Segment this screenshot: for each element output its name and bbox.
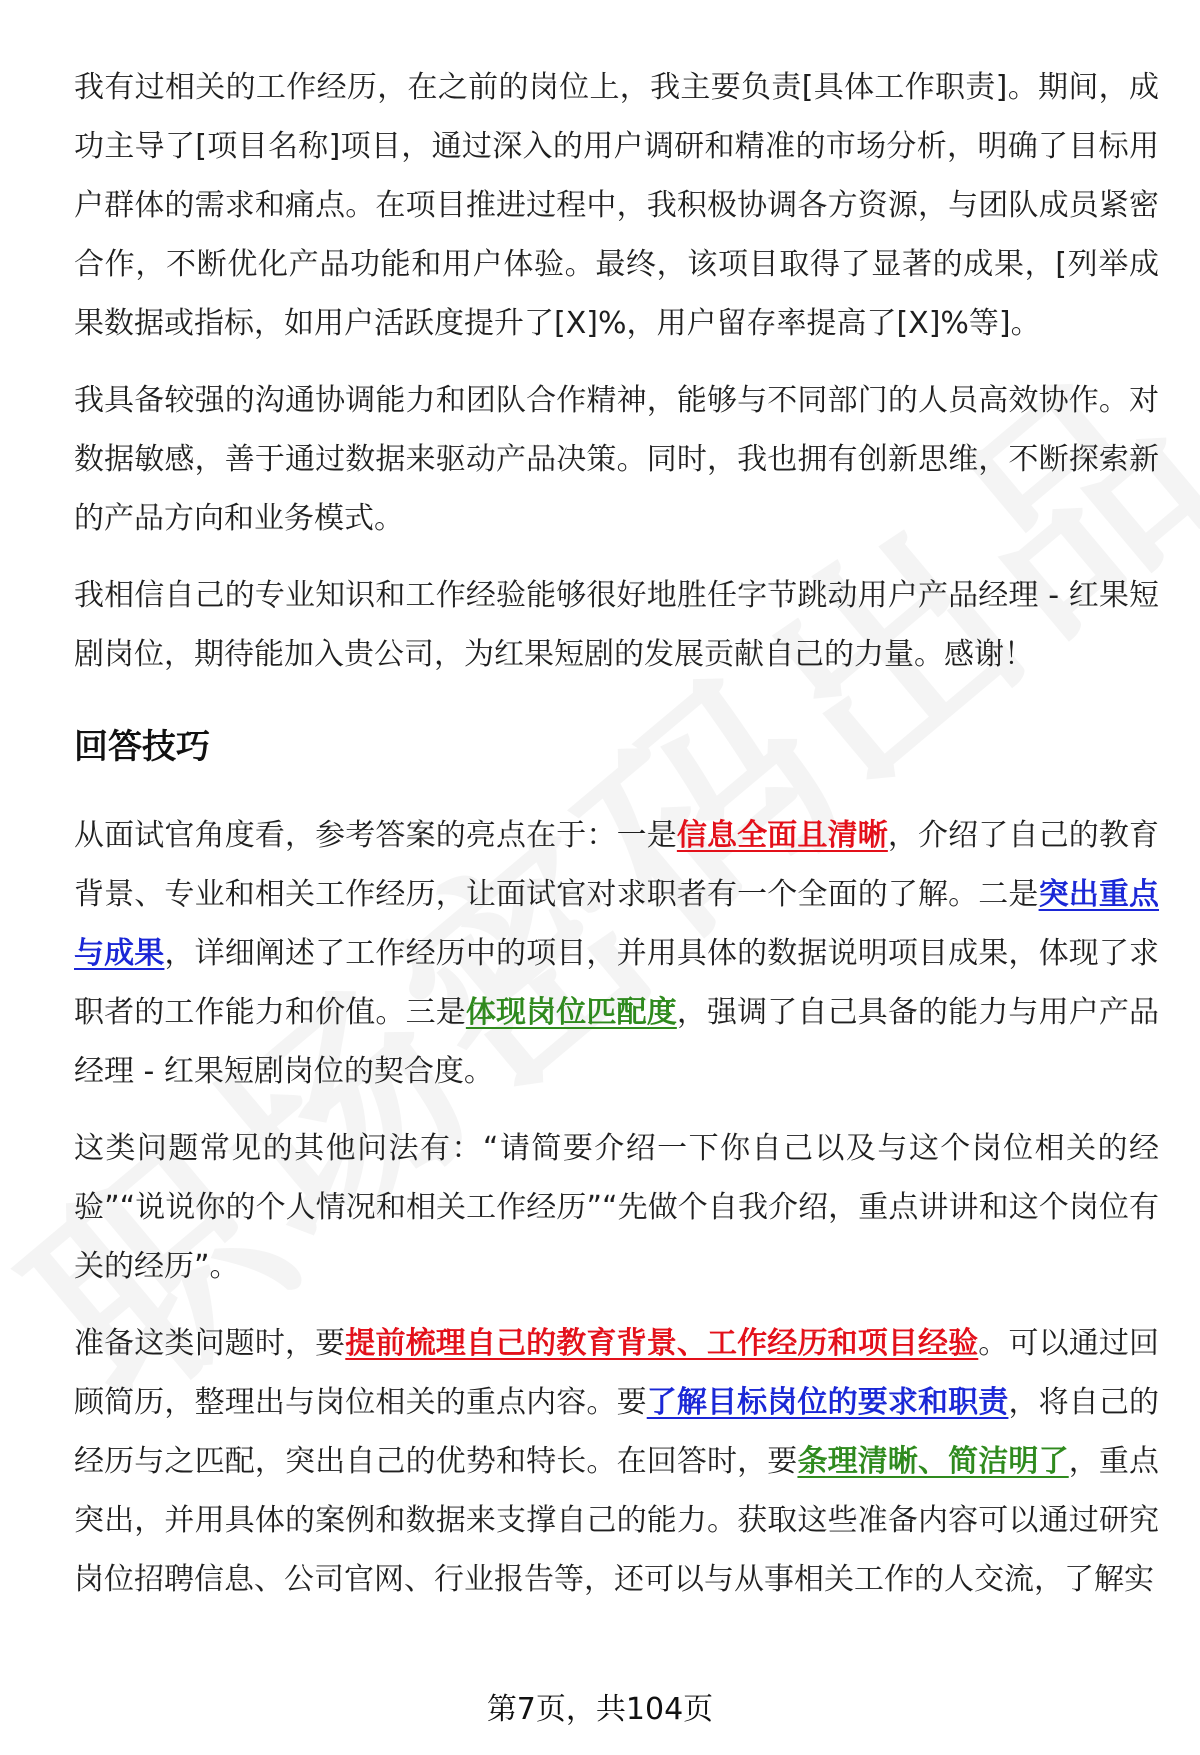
highlight-green: 条理清晰、简洁明了 [797,1444,1069,1479]
paragraph-alternative-questions: 这类问题常见的其他问法有：“请简要介绍一下你自己以及与这个岗位相关的经验”“说说你的个人情况和相关工作经历”“先做个自我介绍，重点讲讲和这个岗位有关的经历”。 [74,1131,1159,1284]
paragraph-work-experience: 我有过相关的工作经历，在之前的岗位上，我主要负责[具体工作职责]。期间，成功主导了[项目名称]项目，通过深入的用户调研和精准的市场分析，明确了目标用户群体的需求和痛点。在项目推进过程中，我积极协调各方资源，与团队成员紧密合作，不断优化产品功能和用户体验。最终，该项目取得了显著的成果，[列举成果数据或指标，如用户活跃度提升了[X]%，用户留存率提高了[X]%等]。 [74,70,1159,341]
paragraph-closing: 我相信自己的专业知识和工作经验能够很好地胜任字节跳动用户产品经理 - 红果短剧岗位，期待能加入贵公司，为红果短剧的发展贡献自己的力量。感谢！ [74,578,1159,672]
section-title: 回答技巧 [74,727,210,767]
highlight-red: 提前梳理自己的教育背景、工作经历和项目经验 [345,1326,979,1361]
paragraph-highlights [74,806,1159,1101]
text-run: ，介绍了自己的教育背景、专业和相关工作经历，让面试官对求职者有一个全面的了解。二是 [74,818,1160,912]
text-run: 。可以通过回顾简历，整理出与岗位相关的重点内容。要 [74,1326,1160,1420]
highlight-blue: 突出重点与成果 [74,877,1160,971]
text-run: ，将自己的经历与之匹配，突出自己的优势和特长。在回答时，要 [74,1385,1160,1479]
text-run: 准备这类问题时，要 [74,1326,346,1361]
page-number: 第7页，共104页 [486,1692,714,1727]
document-page [74,58,1159,1627]
text-run: ，详细阐述了工作经历中的项目，并用具体的数据说明项目成果，体现了求职者的工作能力和价值。三是 [74,936,1160,1030]
highlight-green: 体现岗位匹配度 [465,995,677,1030]
paragraph-abilities: 我具备较强的沟通协调能力和团队合作精神，能够与不同部门的人员高效协作。对数据敏感，善于通过数据来驱动产品决策。同时，我也拥有创新思维，不断探索新的产品方向和业务模式。 [74,383,1159,536]
paragraph-preparation [74,1314,1159,1609]
text-run: 从面试官角度看，参考答案的亮点在于：一是 [74,818,677,853]
text-run: ，强调了自己具备的能力与用户产品经理 - 红果短剧岗位的契合度。 [74,995,1160,1089]
highlight-blue: 了解目标岗位的要求和职责 [646,1385,1009,1420]
text-run: ，重点突出，并用具体的案例和数据来支撑自己的能力。获取这些准备内容可以通过研究岗位招聘信息、公司官网、行业报告等，还可以与从事相关工作的人交流，了解实 [74,1444,1160,1597]
highlight-red: 信息全面且清晰 [676,818,888,853]
